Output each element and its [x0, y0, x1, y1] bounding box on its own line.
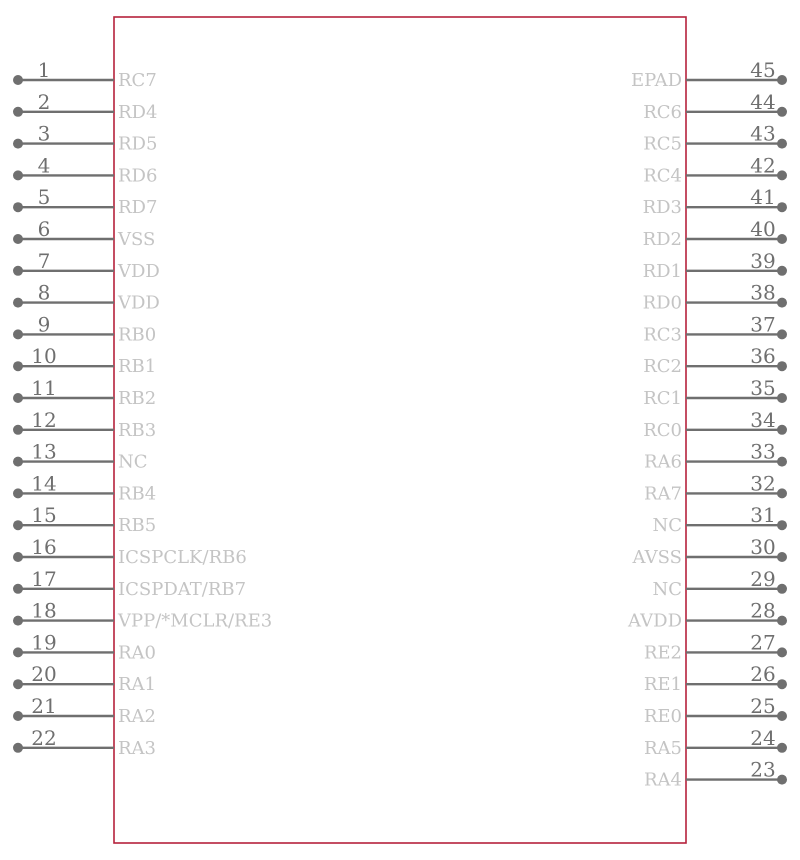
- right-pin-29-number: 29: [750, 566, 776, 591]
- right-pin-32-number: 32: [750, 471, 776, 496]
- right-pin-39: [643, 249, 787, 282]
- right-pin-34: [643, 408, 787, 441]
- right-pin-31-number: 31: [750, 503, 776, 528]
- right-pin-27-label: RE2: [643, 642, 682, 664]
- left-pin-21: [13, 694, 156, 727]
- left-pin-6-endpoint: [13, 234, 23, 244]
- right-pin-37: [643, 312, 787, 345]
- right-pin-33-number: 33: [750, 439, 776, 464]
- right-pin-30: [632, 535, 787, 568]
- left-pin-13-number: 13: [31, 439, 57, 464]
- left-pin-17: [13, 567, 246, 600]
- right-pin-44-endpoint: [777, 107, 787, 117]
- left-pin-15-number: 15: [31, 503, 57, 528]
- right-pin-40: [643, 217, 787, 250]
- left-pin-16-number: 16: [31, 535, 57, 559]
- left-pin-5: [13, 185, 157, 218]
- left-pin-2-endpoint: [13, 107, 23, 117]
- right-pin-37-number: 37: [750, 312, 776, 337]
- right-pin-23-endpoint: [777, 775, 787, 785]
- right-pin-25-endpoint: [777, 711, 787, 721]
- left-pin-10: [13, 344, 156, 377]
- right-pin-34-number: 34: [750, 407, 776, 432]
- left-pin-6-number: 6: [37, 217, 51, 241]
- right-pin-45-number: 45: [750, 58, 776, 82]
- right-pin-41-number: 41: [750, 185, 776, 210]
- right-pin-39-number: 39: [750, 248, 776, 273]
- right-pin-31-label: NC: [652, 515, 682, 537]
- right-pin-30-endpoint: [777, 552, 787, 562]
- left-pin-20-number: 20: [31, 662, 57, 687]
- right-pin-37-label: RC3: [643, 324, 682, 346]
- right-pin-42-number: 42: [750, 153, 776, 178]
- left-pin-18-number: 18: [31, 598, 57, 623]
- left-pin-1-number: 1: [37, 58, 51, 82]
- right-pin-33-label: RA6: [643, 451, 682, 473]
- right-pin-44: [643, 90, 787, 123]
- left-pin-12-number: 12: [31, 407, 57, 432]
- right-pin-41: [643, 185, 787, 218]
- right-pin-36-endpoint: [777, 361, 787, 371]
- right-pin-42-label: RC4: [643, 165, 682, 187]
- right-pin-36: [643, 344, 787, 377]
- left-pin-22: [13, 726, 156, 759]
- left-pin-18: [13, 599, 272, 632]
- right-pin-45-label: EPAD: [630, 70, 682, 91]
- left-pin-13-endpoint: [13, 457, 23, 467]
- right-pin-27-number: 27: [750, 630, 776, 655]
- left-pin-21-number: 21: [31, 694, 57, 718]
- right-pin-35-number: 35: [750, 376, 776, 400]
- left-pin-6-label: VSS: [118, 229, 156, 250]
- left-pin-4: [13, 153, 157, 186]
- right-pin-26-endpoint: [777, 679, 787, 689]
- right-pin-24-label: RA5: [643, 737, 682, 759]
- left-pin-12-endpoint: [13, 425, 23, 435]
- left-pin-1: [13, 58, 157, 91]
- right-pin-26-number: 26: [750, 662, 776, 687]
- left-pin-9: [13, 312, 156, 345]
- right-pin-38-number: 38: [750, 280, 776, 305]
- left-pin-15: [13, 503, 156, 536]
- right-pin-36-label: RC2: [643, 356, 682, 378]
- right-pin-33-endpoint: [777, 457, 787, 467]
- left-pin-7-endpoint: [13, 266, 23, 276]
- left-pin-4-label: RD6: [118, 165, 158, 187]
- left-pin-4-number: 4: [37, 153, 51, 178]
- right-pin-30-number: 30: [750, 535, 776, 559]
- right-pin-39-endpoint: [777, 266, 787, 276]
- right-pin-38: [643, 281, 787, 314]
- left-pin-11-number: 11: [31, 376, 57, 400]
- left-pin-3-label: RD5: [118, 133, 158, 155]
- left-pin-5-endpoint: [13, 202, 23, 212]
- left-pin-18-label: VPP/*MCLR/RE3: [118, 610, 273, 632]
- right-pin-41-endpoint: [777, 202, 787, 212]
- right-pin-43-endpoint: [777, 139, 787, 149]
- right-pin-44-label: RC6: [643, 101, 682, 123]
- left-pin-21-endpoint: [13, 711, 23, 721]
- right-pin-37-endpoint: [777, 329, 787, 339]
- right-pin-25: [644, 694, 787, 727]
- left-pin-7-label: VDD: [118, 260, 160, 282]
- right-pin-41-label: RD3: [642, 197, 682, 219]
- right-pin-26-label: RE1: [643, 674, 682, 696]
- right-pin-28: [627, 599, 787, 632]
- left-pin-5-number: 5: [37, 185, 51, 210]
- left-pin-10-endpoint: [13, 361, 23, 371]
- right-pin-45-endpoint: [777, 75, 787, 85]
- left-pin-2: [13, 90, 157, 123]
- left-pin-3-endpoint: [13, 139, 23, 149]
- left-pin-20-endpoint: [13, 679, 23, 689]
- right-pin-43: [643, 122, 787, 155]
- right-pin-38-endpoint: [777, 298, 787, 308]
- left-pin-20: [13, 662, 156, 695]
- right-pin-34-endpoint: [777, 425, 787, 435]
- right-pin-24-endpoint: [777, 743, 787, 753]
- left-pin-15-endpoint: [13, 520, 23, 530]
- right-pin-32: [644, 471, 787, 504]
- left-pin-4-endpoint: [13, 170, 23, 180]
- left-pin-17-label: ICSPDAT/RB7: [118, 578, 247, 600]
- left-pin-8-number: 8: [37, 280, 51, 305]
- right-pin-23-label: RA4: [643, 769, 682, 791]
- left-pin-9-number: 9: [37, 312, 51, 337]
- right-pin-43-label: RC5: [643, 133, 682, 155]
- left-pin-19: [13, 630, 156, 663]
- right-pin-34-label: RC0: [643, 419, 682, 441]
- left-pin-11-endpoint: [13, 393, 23, 403]
- left-pin-16-label: ICSPCLK/RB6: [118, 547, 247, 568]
- left-pin-11-label: RB2: [118, 388, 157, 409]
- left-pin-16: [13, 535, 247, 568]
- left-pin-10-label: RB1: [118, 356, 157, 378]
- right-pin-38-label: RD0: [642, 292, 682, 314]
- right-pin-32-label: RA7: [643, 483, 682, 505]
- right-pin-25-label: RE0: [643, 706, 682, 727]
- left-pin-8-label: VDD: [118, 292, 160, 314]
- right-pin-28-label: AVDD: [628, 610, 682, 632]
- right-pin-25-number: 25: [750, 694, 776, 718]
- right-pin-23-number: 23: [750, 757, 776, 782]
- right-pin-27-endpoint: [777, 647, 787, 657]
- left-pin-18-endpoint: [13, 616, 23, 626]
- left-pin-14: [13, 471, 156, 504]
- right-pin-30-label: AVSS: [632, 547, 682, 568]
- left-pin-14-endpoint: [13, 488, 23, 498]
- left-pin-8-endpoint: [13, 298, 23, 308]
- left-pin-9-endpoint: [13, 329, 23, 339]
- left-pin-13-label: NC: [118, 451, 148, 473]
- component-body-outline: [114, 17, 686, 843]
- left-pin-2-label: RD4: [118, 101, 158, 123]
- left-pin-7-number: 7: [37, 248, 51, 273]
- left-pin-13: [13, 440, 148, 473]
- left-pin-22-endpoint: [13, 743, 23, 753]
- left-pin-19-endpoint: [13, 647, 23, 657]
- right-pin-43-number: 43: [750, 121, 776, 146]
- right-pin-23: [644, 758, 787, 791]
- left-pin-3: [13, 122, 157, 155]
- left-pin-15-label: RB5: [118, 515, 157, 537]
- left-pin-7: [13, 249, 160, 282]
- right-pin-39-label: RD1: [642, 260, 682, 282]
- left-pin-22-label: RA3: [118, 737, 157, 759]
- left-pin-11: [13, 376, 156, 409]
- left-pin-22-number: 22: [31, 725, 57, 750]
- right-pin-27: [644, 630, 787, 663]
- left-pin-9-label: RB0: [118, 324, 157, 346]
- left-pin-19-number: 19: [31, 630, 57, 655]
- right-pin-24: [644, 726, 787, 759]
- right-pin-24-number: 24: [750, 725, 776, 750]
- left-pin-19-label: RA0: [118, 642, 157, 664]
- right-pin-42: [643, 153, 787, 186]
- right-pin-44-number: 44: [750, 89, 776, 114]
- left-pin-12: [13, 408, 156, 441]
- left-pin-8: [13, 281, 160, 314]
- right-pin-group: [627, 58, 787, 791]
- right-pin-31-endpoint: [777, 520, 787, 530]
- left-pin-14-label: RB4: [118, 483, 157, 505]
- left-pin-12-label: RB3: [118, 419, 157, 441]
- right-pin-32-endpoint: [777, 488, 787, 498]
- left-pin-14-number: 14: [31, 471, 57, 496]
- right-pin-42-endpoint: [777, 170, 787, 180]
- left-pin-17-number: 17: [31, 566, 57, 591]
- right-pin-36-number: 36: [750, 344, 776, 369]
- left-pin-2-number: 2: [37, 89, 51, 114]
- left-pin-21-label: RA2: [118, 706, 157, 727]
- left-pin-3-number: 3: [37, 121, 51, 146]
- right-pin-40-number: 40: [750, 217, 776, 241]
- right-pin-33: [644, 440, 787, 473]
- right-pin-40-label: RD2: [642, 229, 682, 250]
- left-pin-17-endpoint: [13, 584, 23, 594]
- right-pin-35-label: RC1: [643, 388, 682, 409]
- left-pin-16-endpoint: [13, 552, 23, 562]
- right-pin-40-endpoint: [777, 234, 787, 244]
- right-pin-28-endpoint: [777, 616, 787, 626]
- right-pin-31: [652, 503, 787, 536]
- left-pin-1-endpoint: [13, 75, 23, 85]
- right-pin-29: [652, 567, 787, 600]
- left-pin-group: [13, 58, 272, 759]
- right-pin-45: [631, 58, 787, 91]
- right-pin-29-endpoint: [777, 584, 787, 594]
- right-pin-35: [643, 376, 787, 409]
- right-pin-26: [644, 662, 787, 695]
- right-pin-35-endpoint: [777, 393, 787, 403]
- right-pin-29-label: NC: [652, 578, 682, 600]
- left-pin-20-label: RA1: [118, 674, 157, 696]
- left-pin-10-number: 10: [31, 344, 57, 369]
- left-pin-6: [13, 217, 155, 250]
- left-pin-1-label: RC7: [118, 70, 157, 91]
- right-pin-28-number: 28: [750, 598, 776, 623]
- left-pin-5-label: RD7: [118, 197, 158, 219]
